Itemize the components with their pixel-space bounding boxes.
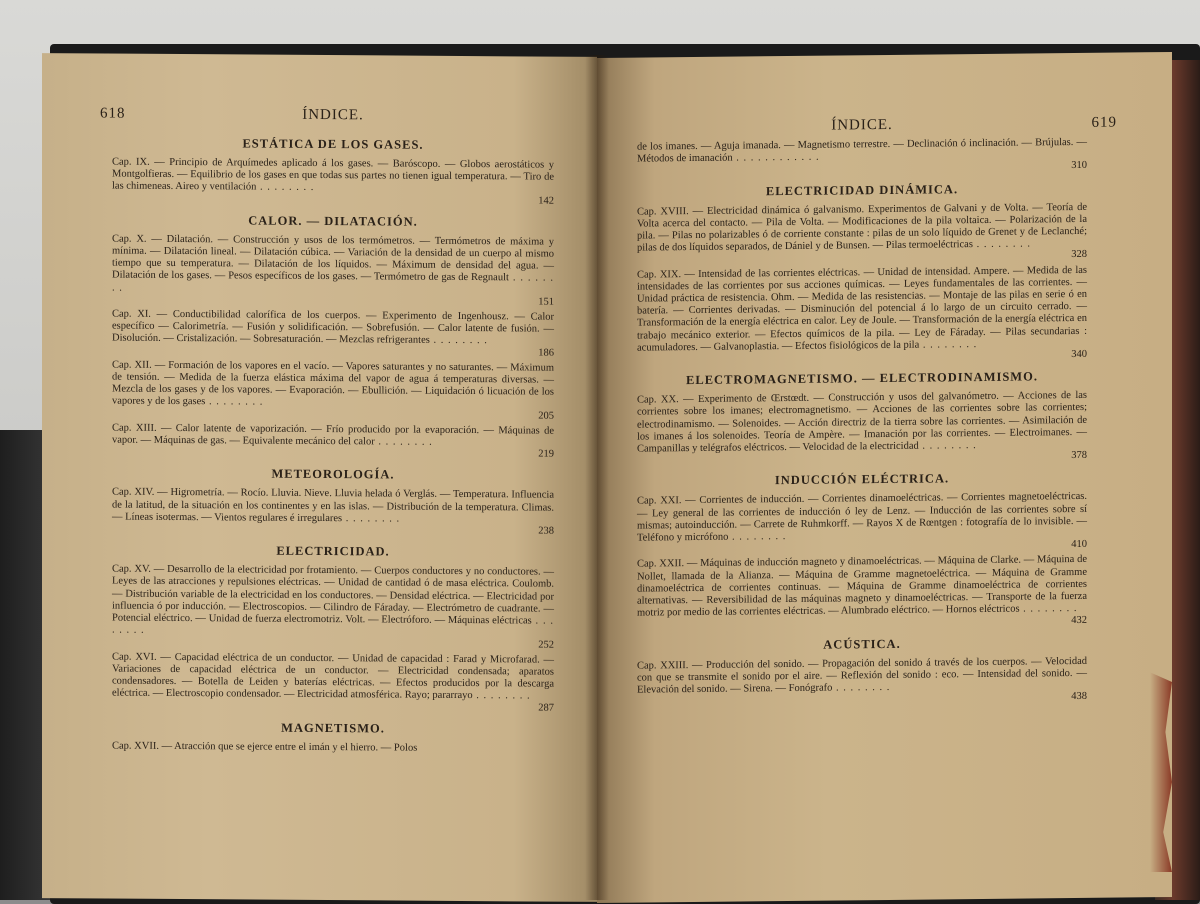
toc-entry: Cap. IX. — Principio de Arquímedes aplicado á los gases. — Baróscopo. — Globos aerostáticos y Montgolfieras. — Equilibrio de los gases en que todas sus partes no tienen igual temperatura. — Tiro de las chimeneas. Aireo y ventilación . . . . . . . . 142	[112, 156, 554, 207]
toc-entry-page: 432	[1071, 614, 1087, 626]
toc-entry: Cap. XXIII. — Producción del sonido. — Propagación del sonido á través de los cuerpos. — Velocidad con que se transmite el sonido por el aire. — Reflexión del sonido : eco. — Intensidad del sonido. — Elevación del sonido. — Sirena. — Fonógrafo . . . . . . . . 438	[637, 656, 1087, 709]
section-title: ACÚSTICA.	[823, 636, 901, 652]
toc-entry: Cap. XI. — Conductibilidad calorífica de los cuerpos. — Experimento de Ingenhousz. — Calor específico — Calorimetría. — Fusión y solidificación. — Sobrefusión. — Calor latente de fusión. — Disolución. — Cristalización. — Sobresaturación. — Mezclas refrigerantes . . . . . . . . 186	[112, 308, 554, 359]
toc-entry: Cap. X. — Dilatación. — Construcción y usos de los termómetros. — Termómetros de máxima y mínima. — Dilatación lineal. — Dilatación cúbica. — Variación de la densidad de un cuerpo al mismo tiempo que su temperatura. — Dilatación de los líquidos. — Máximum de densidad del agua. — Dilatación de los gases. — Pesos específicos de los gases. — Termómetro de gas de Regnault . . . . . . . . 151	[112, 233, 555, 308]
toc-entry: Cap. XIV. — Higrometría. — Rocío. Lluvia. Nieve. Lluvia helada ó Verglás. — Temperatura. Influencia de la latitud, de la situación en los continentes y en las islas. — Distribución de la temperatura. Climas. — Líneas isotermas. — Vientos regulares é irregulares . . . . . . . . 238	[112, 487, 554, 537]
section-title: ELECTROMAGNETISMO. — ELECTRODINAMISMO.	[686, 369, 1038, 388]
toc-entry: Cap. XIX. — Intensidad de las corrientes eléctricas. — Unidad de intensidad. Ampere. — Medida de las intensidades de las corrientes por sus acciones químicas. — Leyes fundamentales de las corrientes. — Unidad práctica de resistencia. Ohm. — Medida de las resistencias. — Montaje de las pilas en serie ó en batería. — Corrientes derivadas. — Disminución del potencial á lo largo de un circuito cerrado. — Transformación de la energía eléctrica en calor. Ley de Joule. — Transformación de la energía eléctrica en trabajo mecánico exterior. — Efectos químicos de la pila. — Ley de Fáraday. — Pilas secundarias : acumuladores. — Galvanoplastia. — Efectos fisiológicos de la pila . . . . . . . . 340	[637, 265, 1087, 366]
section-title: METEOROLOGÍA.	[271, 467, 395, 482]
toc-entry-text: Cap. XIV. — Higrometría. — Rocío. Lluvia. Nieve. Lluvia helada ó Verglás. — Temperatura. Influencia de la latitud, de la situación en los continentes y en las islas. — Distribución de la temperatura. Climas. — Líneas isotermas. — Vientos regulares é irregulares	[112, 487, 554, 525]
toc-entry-page: 238	[538, 525, 554, 537]
right-page-header	[637, 114, 1117, 142]
right-page-header-title: ÍNDICE.	[831, 116, 893, 134]
section-title: ESTÁTICA DE LOS GASES.	[242, 136, 424, 152]
toc-entry-text: Cap. X. — Dilatación. — Construcción y usos de los termómetros. — Termómetros de máxima y mínima. — Dilatación lineal. — Dilatación cúbica. — Variación de la densidad de un cuerpo al mismo tiempo que su temperatura. — Dilatación de los líquidos. — Máximum de densidad del agua. — Dilatación de los gases. — Pesos específicos de los gases. — Termómetro de gas de Regnault	[112, 233, 554, 284]
toc-entry: Cap. XXI. — Corrientes de inducción. — Corrientes dinamoeléctricas. — Corrientes magnetoeléctricas. — Ley general de las corrientes de inducción ó ley de Lenz. — Inducción de las corrientes sobre sí mismas; autoinducción. — Carrete de Ruhmkorff. — Rayos X de Rœntgen : fotografía de lo invisible. — Teléfono y micrófono . . . . . . . . 410	[637, 491, 1087, 556]
toc-entry-text: Cap. XV. — Desarrollo de la electricidad por frotamiento. — Cuerpos conductores y no conductores. — Leyes de las atracciones y repulsiones eléctricas. — Unidad de cantidad ó de masa eléctrica. Coulomb. — Distribución variable de la electricidad en los conductores. — Densidad eléctrica. — Electricidad por influencia ó por inducción. — Electroscopios. — Cilindro de Fáraday. — Electrómetro de cuadrante. — Potencial eléctrico. — Unidad de fuerza electromotriz. Volt. — Electróforo. — Máquinas eléctricas	[112, 563, 554, 627]
right-page-content	[637, 114, 1117, 711]
toc-entry: Cap. XII. — Formación de los vapores en el vacío. — Vapores saturantes y no saturantes. — Máximum de tensión. — Medida de la fuerza elástica máxima del vapor de agua á temperaturas diversas. — Mezcla de los gases y de los vapores. — Evaporación. — Ebullición. — Liquidación ó licuación de los vapores y de los gases . . . . . . . . 205	[112, 359, 554, 422]
toc-entry: Cap. XVIII. — Electricidad dinámica ó galvanismo. Experimentos de Galvani y de Volta. — Teoría de Volta acerca del contacto. — Pila de Volta. — Modificaciones de la pila voltaica. — Polarización de la pila. — Pilas no polarizables ó de corriente constante : pilas de un solo líquido de Grenet y de Leclanché; pilas de dos líquidos separados, de Dániel y de Bunsen. — Pilas termoeléctricas . . . . . . . . 328	[637, 201, 1087, 266]
left-page-header-title: ÍNDICE.	[302, 106, 364, 124]
toc-entry-text: Cap. XX. — Experimento de Œrstœdt. — Construcción y usos del galvanómetro. — Acciones de las corrientes sobre los imanes; electromagnetismo. — Acciones de las corrientes sobre las corrientes; electrodinamismo. — Solenoides. — Acción directriz de la tierra sobre las corrientes. — Asimilación de los imanes á los solenoides. Teoría de Ampère. — Imanación por las corrientes. — Electroimanes. — Campanillas y telégrafos eléctricos. — Velocidad de la electricidad	[637, 390, 1087, 455]
left-page-sections	[112, 136, 554, 756]
toc-entry-page: 186	[538, 347, 554, 359]
left-page-content	[100, 105, 555, 759]
left-page-header	[100, 105, 554, 131]
toc-entry-page: 142	[538, 195, 554, 207]
toc-entry-text: Cap. XI. — Conductibilidad calorífica de los cuerpos. — Experimento de Ingenhousz. — Calor específico — Calorimetría. — Fusión y solidificación. — Sobrefusión. — Calor latente de fusión. — Disolución. — Cristalización. — Sobresaturación. — Mezclas refrigerantes	[112, 308, 554, 347]
toc-entry-page: 438	[1071, 691, 1087, 703]
toc-entry-text: Cap. XVI. — Capacidad eléctrica de un conductor. — Unidad de capacidad : Farad y Microfarad. — Variaciones de capacidad eléctrica de un conductor. — Electricidad condensada; aparatos condensadores. — Botella de Leiden y baterías eléctricas. — Efectos producidos por la descarga eléctrica. — Electroscopio condensador. — Electricidad atmosférica. Rayo; pararrayo	[112, 651, 554, 702]
book-gutter	[585, 55, 609, 900]
torn-edge	[1150, 672, 1172, 872]
toc-entry: Cap. XVI. — Capacidad eléctrica de un conductor. — Unidad de capacidad : Farad y Microfarad. — Variaciones de capacidad eléctrica de un conductor. — Electricidad condensada; aparatos condensadores. — Botella de Leiden y baterías eléctricas. — Efectos producidos por la descarga eléctrica. — Electroscopio condensador. — Electricidad atmosférica. Rayo; pararrayo . . . . . . . . 287	[112, 651, 554, 714]
section-title: INDUCCIÓN ELÉCTRICA.	[774, 471, 950, 488]
toc-entry-page: 340	[1071, 348, 1087, 361]
toc-entry-page: 410	[1071, 539, 1087, 551]
toc-entry-page: 287	[538, 702, 554, 714]
toc-entry-text: Cap. XVII. — Atracción que se ejerce entre el imán y el hierro. — Polos	[112, 740, 418, 754]
toc-entry-page: 205	[538, 410, 554, 422]
toc-entry-text: Cap. XXIII. — Producción del sonido. — Propagación del sonido á través de los cuerpos. — Velocidad con que se transmite el sonido por el aire. — Reflexión del sonido : eco. — Intensidad del sonido. — Elevación del sonido. — Sirena. — Fonógrafo	[637, 655, 1087, 696]
continuation-page: 310	[1071, 160, 1087, 172]
toc-entry-text: Cap. XXI. — Corrientes de inducción. — Corrientes dinamoeléctricas. — Corrientes magnetoeléctricas. — Ley general de las corrientes de inducción ó ley de Lenz. — Inducción de las corrientes sobre sí mismas; autoinducción. — Carrete de Ruhmkorff. — Rayos X de Rœntgen : fotografía de lo invisible. — Teléfono y micrófono	[637, 491, 1087, 544]
toc-entry	[112, 740, 554, 755]
toc-entry: Cap. XIII. — Calor latente de vaporización. — Frío producido por la evaporación. — Máquinas de vapor. — Máquinas de gas. — Equivalente mecánico del calor . . . . . . . . 219	[112, 422, 554, 460]
left-page-number: 618	[100, 105, 126, 122]
continuation-text: de los imanes. — Aguja imanada. — Magnetismo terrestre. — Declinación ó inclinación. — Brújulas. — Métodos de imanación	[637, 136, 1087, 165]
toc-entry-page: 151	[538, 296, 554, 308]
toc-entry: Cap. XX. — Experimento de Œrstœdt. — Construcción y usos del galvanómetro. — Acciones de las corrientes sobre los imanes; electromagnetismo. — Acciones de las corrientes sobre las corrientes; electrodinamismo. — Solenoides. — Acción directriz de la tierra sobre las corrientes. — Asimilación de los imanes á los solenoides. Teoría de Ampère. — Imanación por las corrientes. — Electroimanes. — Campanillas y telégrafos eléctricos. — Velocidad de la electricidad . . . . . . . . 378	[637, 390, 1087, 467]
toc-entry: Cap. XV. — Desarrollo de la electricidad por frotamiento. — Cuerpos conductores y no conductores. — Leyes de las atracciones y repulsiones eléctricas. — Unidad de cantidad ó de masa eléctrica. Coulomb. — Distribución variable de la electricidad en los conductores. — Densidad eléctrica. — Electricidad por influencia ó por inducción. — Electroscopios. — Cilindro de Fáraday. — Electrómetro de cuadrante. — Potencial eléctrico. — Unidad de fuerza electromotriz. Volt. — Electróforo. — Máquinas eléctricas . . . . . . . . 252	[112, 563, 554, 651]
toc-entry-text: Cap. XII. — Formación de los vapores en el vacío. — Vapores saturantes y no saturantes. — Máximum de tensión. — Medida de la fuerza elástica máxima del vapor de agua á temperaturas diversas. — Mezcla de los gases y de los vapores. — Evaporación. — Ebullición. — Liquidación ó licuación de los vapores y de los gases	[112, 359, 554, 408]
toc-entry-text: Cap. XIII. — Calor latente de vaporización. — Frío producido por la evaporación. — Máquinas de vapor. — Máquinas de gas. — Equivalente mecánico del calor	[112, 422, 554, 448]
right-page-sections	[637, 180, 1087, 708]
section-title: MAGNETISMO.	[281, 720, 385, 736]
right-page-number: 619	[1091, 114, 1117, 131]
right-page	[597, 52, 1172, 903]
section-title: ELECTRICIDAD.	[276, 543, 390, 559]
toc-entry-page: 328	[1071, 249, 1087, 261]
toc-entry-text: Cap. XXII. — Máquinas de inducción magneto y dinamoeléctricas. — Máquina de Clarke. — Máquina de Nollet, llamada de la Alianza. — Máquina de Gramme magnetoeléctrica. — Máquina de Gramme dinamoeléctrica de corrientes continuas. — Máquina de Gramme dinamoeléctrica de corrientes alternativas. — Reversibilidad de las máquinas magneto y dinamoeléctricas. — Transporte de la fuerza motriz por medio de las corrientes eléctricas. — Alumbrado eléctrico. — Hornos eléctricos	[637, 554, 1087, 619]
toc-entry-page: 252	[538, 639, 554, 651]
section-title: CALOR. — DILATACIÓN.	[248, 213, 418, 229]
toc-entry-page: 219	[538, 448, 554, 460]
toc-entry-text: Cap. XIX. — Intensidad de las corrientes eléctricas. — Unidad de intensidad. Ampere. — Medida de las intensidades de las corrientes por sus acciones químicas. — Leyes fundamentales de las corrientes. — Unidad práctica de resistencia. Ohm. — Medida de las resistencias. — Montaje de las pilas en serie ó en batería. — Corrientes derivadas. — Disminución del potencial á lo largo de un circuito cerrado. — Transformación de la energía eléctrica en calor. Ley de Joule. — Transformación de la energía eléctrica en trabajo mecánico exterior. — Efectos químicos de la pila. — Ley de Fáraday. — Pilas secundarias : acumuladores. — Galvanoplastia. — Efectos fisiológicos de la pila	[637, 264, 1087, 354]
toc-entry-text: Cap. XVIII. — Electricidad dinámica ó galvanismo. Experimentos de Galvani y de Volta. — Teoría de Volta acerca del contacto. — Pila de Volta. — Modificaciones de la pila voltaica. — Polarización de la pila. — Pilas no polarizables ó de corriente constante : pilas de un solo líquido de Grenet y de Leclanché; pilas de dos líquidos separados, de Dániel y de Bunsen. — Pilas termoeléctricas	[637, 201, 1087, 254]
section-title: ELECTRICIDAD DINÁMICA.	[765, 181, 959, 198]
toc-entry: Cap. XXII. — Máquinas de inducción magneto y dinamoeléctricas. — Máquina de Clarke. — Máquina de Nollet, llamada de la Alianza. — Máquina de Gramme magnetoeléctrica. — Máquina de Gramme dinamoeléctrica de corrientes continuas. — Máquina de Gramme dinamoeléctrica de corrientes alternativas. — Reversibilidad de las máquinas magneto y dinamoeléctricas. — Transporte de la fuerza motriz por medio de las corrientes eléctricas. — Alumbrado eléctrico. — Hornos eléctricos . . . . . . . . 432	[637, 554, 1087, 631]
continuation-entry: de los imanes. — Aguja imanada. — Magnetismo terrestre. — Declinación ó inclinación. — Brújulas. — Métodos de imanación . . . . . . . . . . . . 310	[637, 137, 1087, 177]
left-page	[42, 53, 597, 902]
toc-entry-page: 378	[1071, 450, 1087, 462]
toc-entry-text: Cap. IX. — Principio de Arquímedes aplicado á los gases. — Baróscopo. — Globos aerostáticos y Montgolfieras. — Equilibrio de los gases en que todas sus partes no tienen igual temperatura. — Tiro de las chimeneas. Aireo y ventilación	[112, 156, 554, 193]
